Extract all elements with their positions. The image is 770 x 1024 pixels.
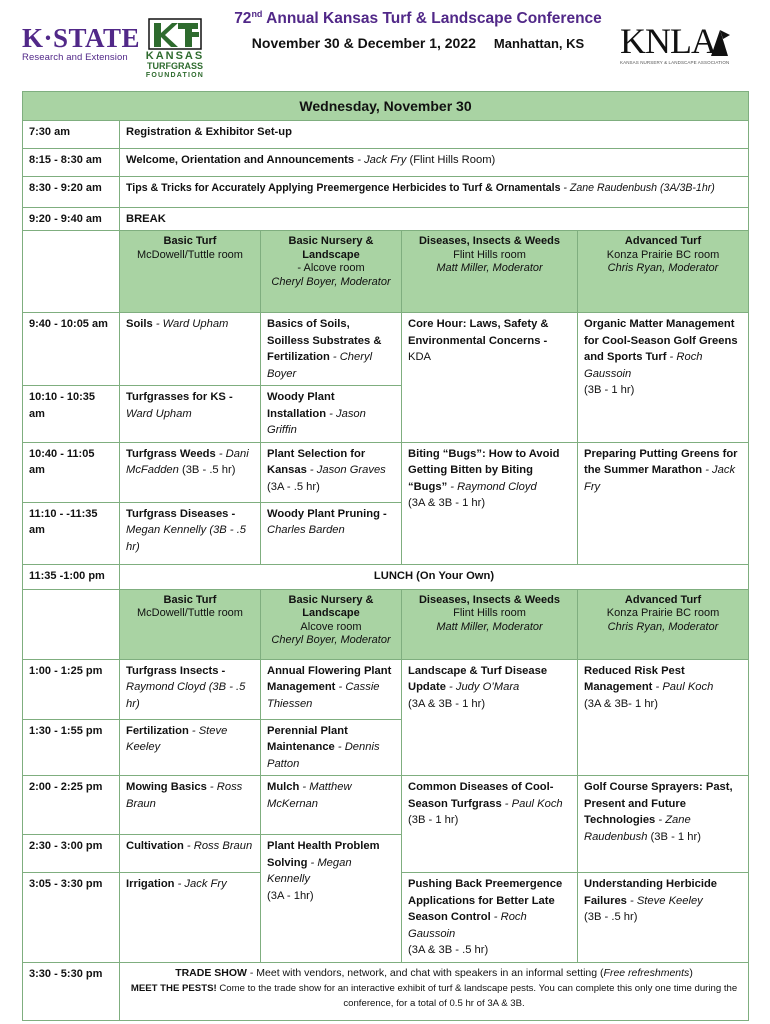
knla-logo: [620, 22, 740, 66]
time-cell: 10:40 - 11:05 am: [23, 442, 120, 502]
table-row: [23, 207, 749, 231]
ktf-logo-mark-icon: [148, 18, 202, 50]
time-cell: 3:30 - 5:30 pm: [23, 962, 120, 1020]
session-cell: Mowing Basics - Ross Braun: [120, 776, 261, 835]
session-cell: BREAK: [120, 207, 749, 231]
session-cell: Turfgrass Diseases - Megan Kennelly (3B - .5 hr): [120, 502, 261, 564]
trade-show-cell: [120, 962, 749, 1020]
table-row: [23, 564, 749, 589]
trade-show-line: TRADE SHOW - Meet with vendors, network, and chat with speakers in an informal setting (Free refreshments): [175, 966, 693, 979]
session-cell: Turfgrasses for KS - Ward Upham: [120, 386, 261, 443]
session-cell: Common Diseases of Cool-Season Turfgrass - Paul Koch (3B - 1 hr): [402, 776, 578, 873]
meet-the-pests-line: MEET THE PESTS! Come to the trade show for an interactive exhibit of turf & landscape pests. You can complete this only one time during the conference, for a total of 0.5 hr of 3A & 3B.: [130, 982, 738, 1009]
schedule-table: [22, 91, 748, 1021]
day-header-row: [23, 92, 749, 121]
session-cell: Preparing Putting Greens for the Summer Marathon - Jack Fry: [578, 442, 749, 564]
track-header: Basic Turf McDowell/Tuttle room: [120, 589, 261, 659]
session-cell: Golf Course Sprayers: Past, Present and Future Technologies - Zane Raudenbush (3B - 1 hr): [578, 776, 749, 873]
table-row: [23, 313, 749, 386]
session-cell: Turfgrass Weeds - Dani McFadden (3B - .5 hr): [120, 442, 261, 502]
session-cell: Welcome, Orientation and Announcements - Jack Fry (Flint Hills Room): [120, 148, 749, 176]
conference-location: Manhattan, KS: [493, 36, 585, 52]
knla-subtitle: KANSAS NURSERY & LANDSCAPE ASSOCIATION: [620, 60, 730, 65]
time-cell: 2:00 - 2:25 pm: [23, 776, 120, 835]
kstate-logo: [22, 24, 140, 63]
ktf-logo: [144, 18, 206, 80]
time-cell: 1:30 - 1:55 pm: [23, 719, 120, 776]
time-cell: 8:30 - 9:20 am: [23, 176, 120, 207]
time-cell: 2:30 - 3:00 pm: [23, 835, 120, 873]
time-cell: 11:10 - -11:35 am: [23, 502, 120, 564]
page-header: [0, 0, 770, 92]
day-heading: Wednesday, November 30: [23, 92, 749, 121]
time-cell: 7:30 am: [23, 120, 120, 148]
track-header: Diseases, Insects & Weeds Flint Hills room Matt Miller, Moderator: [402, 231, 578, 313]
ktf-turfgrass: TURFGRASS: [147, 61, 203, 71]
dates-line: [218, 33, 618, 54]
session-cell: Soils - Ward Upham: [120, 313, 261, 386]
session-cell: Pushing Back Preemergence Applications for Better Late Season Control - Roch Gaussoin (3A & 3B - .5 hr): [402, 873, 578, 963]
table-row: [23, 148, 749, 176]
time-cell: 8:15 - 8:30 am: [23, 148, 120, 176]
table-row: [23, 176, 749, 207]
session-cell: Annual Flowering Plant Management - Cassie Thiessen: [261, 659, 402, 719]
session-cell: Turfgrass Insects - Raymond Cloyd (3B - .5 hr): [120, 659, 261, 719]
session-cell: Reduced Risk Pest Management - Paul Koch (3A & 3B- 1 hr): [578, 659, 749, 776]
time-cell: 3:05 - 3:30 pm: [23, 873, 120, 963]
track-header: Basic Nursery & Landscape Alcove room Cheryl Boyer, Moderator: [261, 589, 402, 659]
session-cell: Biting “Bugs”: How to Avoid Getting Bitten by Biting “Bugs” - Raymond Cloyd (3A & 3B - 1 hr): [402, 442, 578, 564]
conference-dates: November 30 & December 1, 2022: [251, 35, 476, 52]
track-header: Basic Nursery & Landscape - Alcove room Cheryl Boyer, Moderator: [261, 231, 402, 313]
time-cell: 9:40 - 10:05 am: [23, 313, 120, 386]
session-cell: Irrigation - Jack Fry: [120, 873, 261, 963]
session-cell: Perennial Plant Maintenance - Dennis Patton: [261, 719, 402, 776]
plant-icon: [708, 27, 730, 57]
session-cell: Landscape & Turf Disease Update - Judy O’Mara (3A & 3B - 1 hr): [402, 659, 578, 776]
track-header: Basic Turf McDowell/Tuttle room: [120, 231, 261, 313]
track-header-row: [23, 589, 749, 659]
time-cell: 10:10 - 10:35 am: [23, 386, 120, 443]
ktf-kansas: KANSAS: [145, 50, 205, 62]
blank-cell: [23, 589, 120, 659]
session-cell: Mulch - Matthew McKernan: [261, 776, 402, 835]
title-line: 72nd Annual Kansas Turf & Landscape Conference: [234, 9, 602, 28]
session-cell: Basics of Soils, Soilless Substrates & Fertilization - Cheryl Boyer: [261, 313, 402, 386]
track-header-row: [23, 231, 749, 313]
time-cell: 11:35 -1:00 pm: [23, 564, 120, 589]
session-cell: Understanding Herbicide Failures - Steve Keeley (3B - .5 hr): [578, 873, 749, 963]
table-row: [23, 442, 749, 502]
session-cell: Tips & Tricks for Accurately Applying Preemergence Herbicides to Turf & Ornamentals - Zane Raudenbush (3A/3B-1hr): [120, 176, 749, 207]
table-row: [23, 120, 749, 148]
blank-cell: [23, 231, 120, 313]
ktf-foundation: FOUNDATION: [145, 72, 205, 79]
table-row: [23, 659, 749, 719]
table-row: [23, 776, 749, 835]
kstate-subtitle: Research and Extension: [22, 52, 128, 63]
track-header: Advanced Turf Konza Prairie BC room Chris Ryan, Moderator: [578, 231, 749, 313]
session-cell: Plant Selection for Kansas - Jason Graves (3A - .5 hr): [261, 442, 402, 502]
time-cell: 1:00 - 1:25 pm: [23, 659, 120, 719]
kstate-wordmark: K·STATE: [22, 23, 141, 53]
track-header: Advanced Turf Konza Prairie BC room Chris Ryan, Moderator: [578, 589, 749, 659]
session-cell: Fertilization - Steve Keeley: [120, 719, 261, 776]
session-cell: Woody Plant Installation - Jason Griffin: [261, 386, 402, 443]
conference-title: [218, 4, 618, 54]
track-header: Diseases, Insects & Weeds Flint Hills room Matt Miller, Moderator: [402, 589, 578, 659]
session-cell: Woody Plant Pruning - Charles Barden: [261, 502, 402, 564]
session-cell: Core Hour: Laws, Safety & Environmental Concerns - KDA: [402, 313, 578, 443]
table-row: [23, 962, 749, 1020]
session-cell: Cultivation - Ross Braun: [120, 835, 261, 873]
lunch-cell: LUNCH (On Your Own): [120, 564, 749, 589]
knla-wordmark: KNLA: [620, 22, 740, 60]
session-cell: Plant Health Problem Solving - Megan Kennelly (3A - 1hr): [261, 835, 402, 963]
session-cell: Registration & Exhibitor Set-up: [120, 120, 749, 148]
session-cell: Organic Matter Management for Cool-Season Golf Greens and Sports Turf - Roch Gaussoin (3B - 1 hr): [578, 313, 749, 443]
time-cell: 9:20 - 9:40 am: [23, 207, 120, 231]
